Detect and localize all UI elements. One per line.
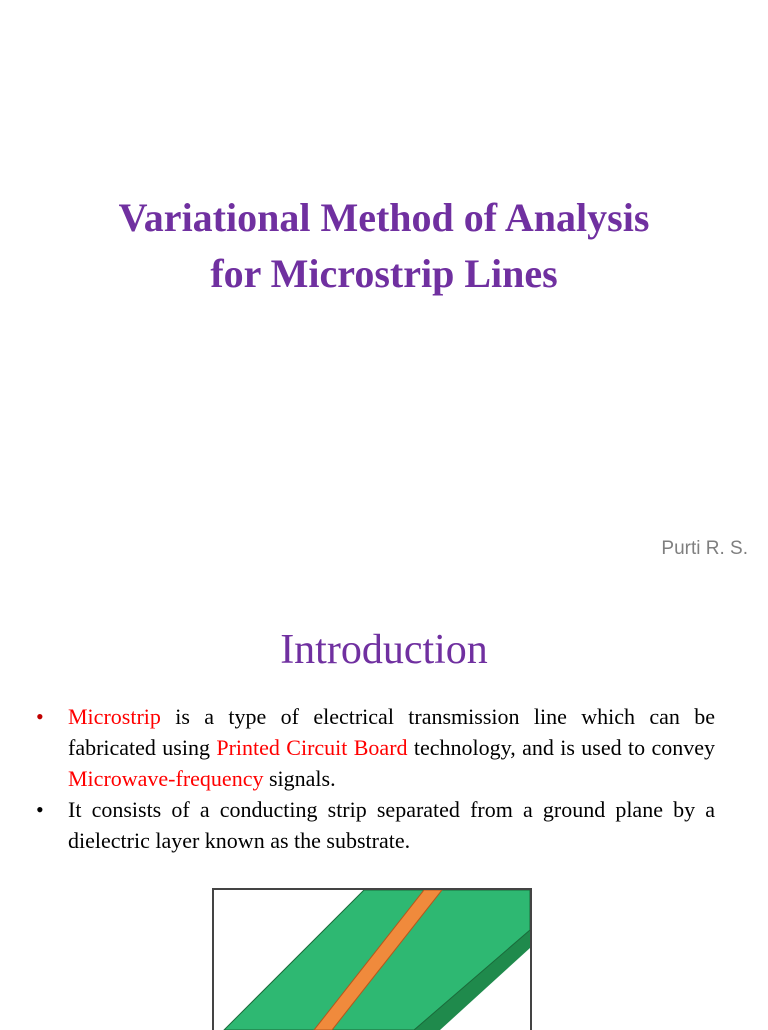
introduction-heading: Introduction: [280, 627, 488, 673]
bullet-text: technology, and is used to convey: [407, 735, 716, 760]
bullet-item-2: [36, 794, 715, 856]
slide-title: [0, 190, 768, 302]
bullet-text: signals.: [263, 766, 336, 791]
microstrip-illustration: [214, 890, 530, 1030]
title-line-1: Variational Method of Analysis: [118, 195, 650, 240]
bullet-text: It consists of a conducting strip separated from a ground plane by a dielectric layer known as the substrate.: [68, 797, 715, 853]
term-pcb: Printed Circuit Board: [216, 735, 408, 760]
term-microstrip: Microstrip: [68, 704, 161, 729]
bullet-list: [36, 701, 715, 856]
bullet-marker: •: [36, 797, 44, 822]
title-line-2: for Microstrip Lines: [210, 251, 558, 296]
microstrip-figure: [212, 888, 532, 1030]
bullet-text: is a type of electrical transmission line which can be fabricated using: [68, 704, 715, 760]
introduction-slide: [0, 600, 768, 1024]
bullet-marker: •: [36, 704, 44, 729]
author-name: Purti R. S.: [661, 538, 748, 559]
term-microwave-frequency: Microwave-frequency: [68, 766, 264, 791]
bullet-item-1: [36, 701, 715, 794]
